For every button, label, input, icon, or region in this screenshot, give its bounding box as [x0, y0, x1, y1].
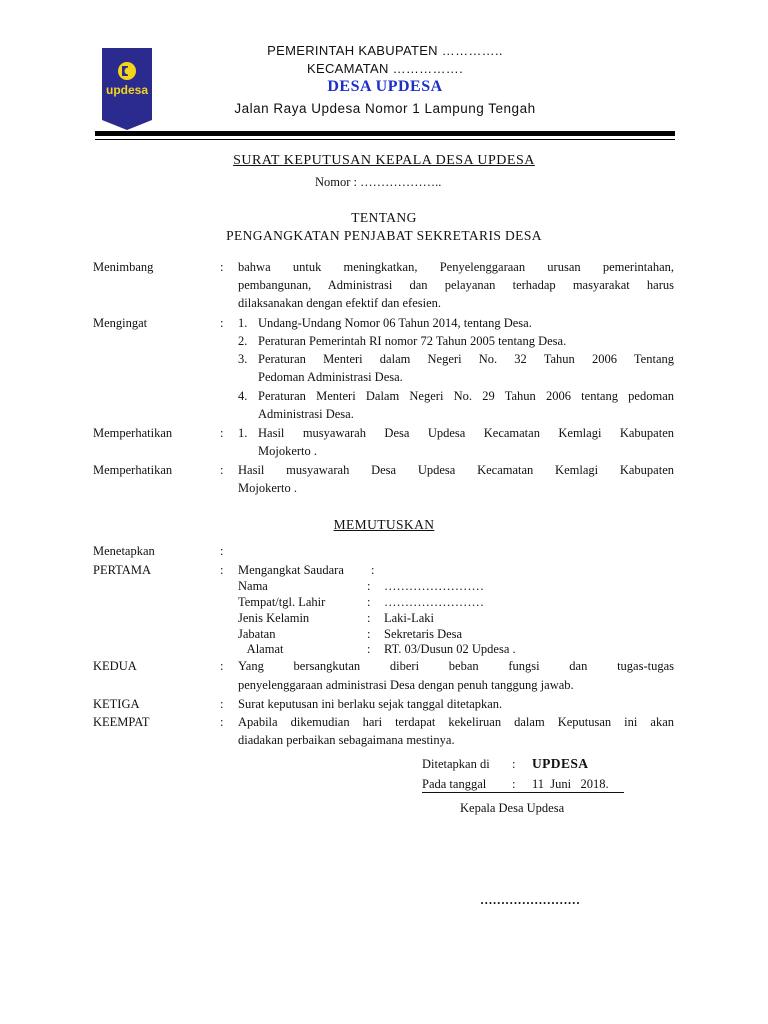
tanggal-colon: :: [512, 777, 516, 791]
kedua-colon: :: [220, 659, 224, 673]
menimbang-line: dilaksanakan dengan efektif dan efesien.: [238, 296, 442, 310]
kedua-label: KEDUA: [93, 659, 137, 673]
tentang-heading: TENTANG: [351, 210, 417, 225]
mengingat-item: Administrasi Desa.: [258, 407, 354, 421]
shield-logo-icon: [102, 48, 152, 130]
keempat-line: diadakan perbaikan sebagaimana mestinya.: [238, 733, 455, 747]
pertama-intro: Mengangkat Saudara: [238, 563, 344, 577]
field-jenis-kelamin-value: Laki-Laki: [384, 611, 434, 625]
mengingat-item: Peraturan Pemerintah RI nomor 72 Tahun 2005 tentang Desa.: [258, 334, 567, 348]
header-desa: DESA UPDESA: [327, 78, 443, 95]
mengingat-label: Mengingat: [93, 316, 148, 330]
field-colon: :: [367, 611, 371, 625]
menimbang-line: pembangunan, Administrasi dan pelayanan terhadap masyarakat harus: [238, 278, 674, 292]
field-ttl-label: Tempat/tgl. Lahir: [238, 595, 326, 609]
logo-text: updesa: [105, 83, 149, 97]
field-colon: :: [367, 642, 371, 656]
mengingat-num: 1.: [238, 316, 248, 330]
kedua-line: penyelenggaraan administrasi Desa dengan penuh tanggung jawab.: [238, 678, 574, 692]
header-rule-thick: [95, 131, 675, 136]
mengingat-item: Peraturan Menteri Dalam Negeri No. 29 Tahun 2006 tentang pedoman: [258, 389, 674, 403]
field-jabatan-label: Jabatan: [238, 627, 276, 641]
menetapkan-label: Menetapkan: [93, 544, 155, 558]
keempat-colon: :: [220, 715, 224, 729]
field-colon: :: [367, 579, 371, 593]
kedua-line: Yang bersangkutan diberi beban fungsi dan tugas-tugas: [238, 659, 674, 673]
document-title: [100, 153, 668, 169]
mengingat-num: 2.: [238, 334, 248, 348]
mengingat-item: Peraturan Menteri dalam Negeri No. 32 Tahun 2006 Tentang: [258, 352, 674, 366]
tanggal-row: [422, 777, 624, 793]
header-kabupaten: PEMERINTAH KABUPATEN …………..: [267, 43, 503, 58]
field-ttl-value: ……………………: [384, 595, 484, 609]
menimbang-line: bahwa untuk meningkatkan, Penyelenggaraan urusan pemerintahan,: [238, 260, 674, 274]
mengingat-num: 3.: [238, 352, 248, 366]
document-subtitle: PENGANGKATAN PENJABAT SEKRETARIS DESA: [226, 228, 542, 243]
memperhatikan-label: Memperhatikan: [93, 463, 173, 477]
memperhatikan-line: Mojokerto .: [258, 444, 318, 458]
ketiga-line: Surat keputusan ini berlaku sejak tanggal ditetapkan.: [238, 697, 503, 711]
tanggal-label: Pada tanggal: [422, 777, 487, 791]
header-address: Jalan Raya Updesa Nomor 1 Lampung Tengah: [234, 101, 536, 116]
keempat-label: KEEMPAT: [93, 715, 150, 729]
header-rule-thin: [95, 139, 675, 140]
mengingat-item: Pedoman Administrasi Desa.: [258, 370, 403, 384]
updesa-logo: [102, 48, 152, 130]
memperhatikan-colon: :: [220, 463, 224, 477]
menimbang-label: Menimbang: [93, 260, 154, 274]
ketiga-label: KETIGA: [93, 697, 140, 711]
signatory-name: ……………………: [480, 893, 580, 907]
ditetapkan-label: Ditetapkan di: [422, 757, 490, 771]
field-nama-value: ……………………: [384, 579, 484, 593]
keempat-line: Apabila dikemudian hari terdapat kekeliruan dalam Keputusan ini akan: [238, 715, 674, 729]
memutuskan-heading: MEMUTUSKAN: [333, 517, 435, 532]
field-jenis-kelamin-label: Jenis Kelamin: [238, 611, 310, 625]
field-colon: :: [367, 595, 371, 609]
pertama-intro-colon: :: [371, 563, 375, 577]
tanggal-value: 11 Juni 2018.: [532, 777, 609, 791]
memperhatikan-line: Hasil musyawarah Desa Updesa Kecamatan Kemlagi Kabupaten: [258, 426, 674, 440]
memperhatikan-num: 1.: [238, 426, 248, 440]
memperhatikan-colon: :: [220, 426, 224, 440]
memperhatikan-line: Hasil musyawarah Desa Updesa Kecamatan Kemlagi Kabupaten: [238, 463, 674, 477]
menetapkan-colon: :: [220, 544, 224, 558]
ketiga-colon: :: [220, 697, 224, 711]
document-number: Nomor : ………………..: [315, 175, 442, 189]
mengingat-num: 4.: [238, 389, 248, 403]
field-jabatan-value: Sekretaris Desa: [384, 627, 463, 641]
memperhatikan-line: Mojokerto .: [238, 481, 298, 495]
document-title-text: SURAT KEPUTUSAN KEPALA DESA UPDESA: [233, 153, 535, 168]
ditetapkan-value: UPDESA: [532, 756, 589, 771]
mengingat-item: Undang-Undang Nomor 06 Tahun 2014, tentang Desa.: [258, 316, 532, 330]
signatory-title: Kepala Desa Updesa: [460, 801, 565, 815]
menimbang-colon: :: [220, 260, 224, 274]
pertama-colon: :: [220, 563, 224, 577]
memperhatikan-label: Memperhatikan: [93, 426, 173, 440]
field-colon: :: [367, 627, 371, 641]
mengingat-colon: :: [220, 316, 224, 330]
header-kecamatan: KECAMATAN …………….: [307, 61, 463, 76]
pertama-label: PERTAMA: [93, 563, 151, 577]
field-nama-label: Nama: [238, 579, 268, 593]
field-alamat-label: Alamat: [238, 642, 284, 656]
ditetapkan-colon: :: [512, 757, 516, 771]
field-alamat-value: RT. 03/Dusun 02 Updesa .: [384, 642, 516, 656]
